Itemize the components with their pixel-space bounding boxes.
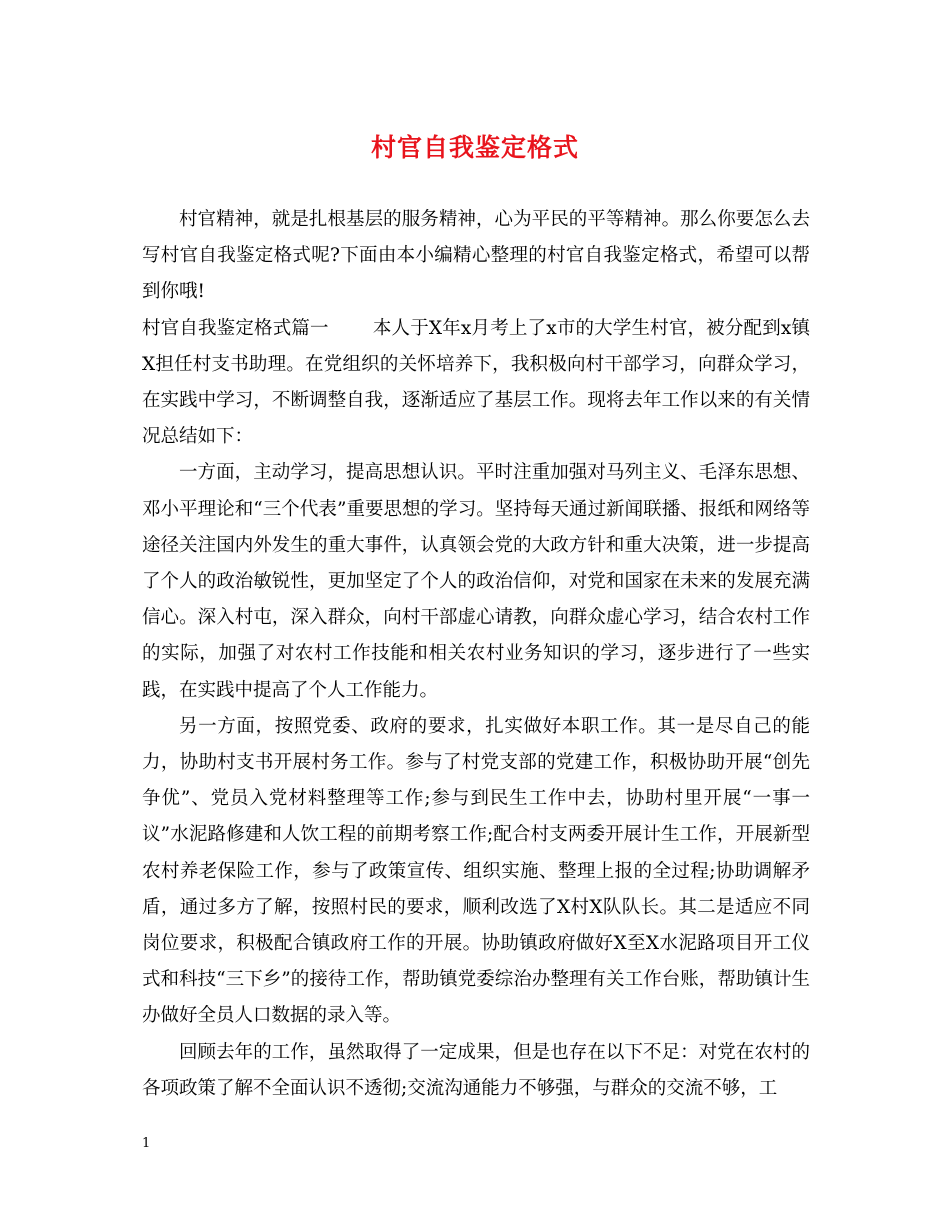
section-heading: 村官自我鉴定格式篇一	[142, 317, 329, 339]
body-paragraph-work: 另一方面，按照党委、政府的要求，扎实做好本职工作。其一是尽自己的能力，协助村支书开展村务工作。参与了村党支部的党建工作，积极协助开展“创先争优”、党员入党材料整理等工作;参与到民生工作中去，协助村里开展“一事一议”水泥路修建和人饮工程的前期考察工作;配合村支两委开展计生工作，开展新型农村养老保险工作，参与了政策宣传、组织实施、整理上报的全过程;协助调解矛盾，通过多方了解，按照村民的要求，顺利改选了X村X队队长。其二是适应不同岗位要求，积极配合镇政府工作的开展。协助镇政府做好X至X水泥路项目开工仪式和科技“三下乡”的接待工作，帮助镇党委综治办整理有关工作台账，帮助镇计生办做好全员人口数据的录入等。	[142, 715, 810, 1027]
body-paragraph-study: 一方面，主动学习，提高思想认识。平时注重加强对马列主义、毛泽东思想、邓小平理论和“三个代表”重要思想的学习。坚持每天通过新闻联播、报纸和网络等途径关注国内外发生的重大事件，认真领会党的大政方针和重大决策，进一步提高了个人的政治敏锐性，更加坚定了个人的政治信仰，对党和国家在未来的发展充满信心。深入村屯，深入群众，向村干部虚心请教，向群众虚心学习，结合农村工作的实际，加强了对农村工作技能和相关农村业务知识的学习，逐步进行了一些实践，在实践中提高了个人工作能力。	[142, 462, 810, 701]
intro-paragraph: 村官精神，就是扎根基层的服务精神，心为平民的平等精神。那么你要怎么去写村官自我鉴定格式呢?下面由本小编精心整理的村官自我鉴定格式，希望可以帮到你哦!	[142, 209, 810, 303]
page-number: 1	[142, 1136, 151, 1151]
section-paragraph	[142, 311, 810, 456]
body-paragraph-review: 回顾去年的工作，虽然取得了一定成果，但是也存在以下不足：对党在农村的各项政策了解不全面认识不透彻;交流沟通能力不够强，与群众的交流不够，工	[142, 1041, 810, 1099]
section-first-text: 本人于X年x月考上了x市的大学生村官，被分配到x镇X担任村支书助理。在党组织的关怀培养下，我积极向村干部学习，向群众学习，在实践中学习，不断调整自我，逐渐适应了基层工作。现将去年工作以来的有关情况总结如下：	[142, 317, 810, 448]
document-title: 村官自我鉴定格式	[370, 133, 579, 162]
document-body	[142, 202, 810, 1107]
